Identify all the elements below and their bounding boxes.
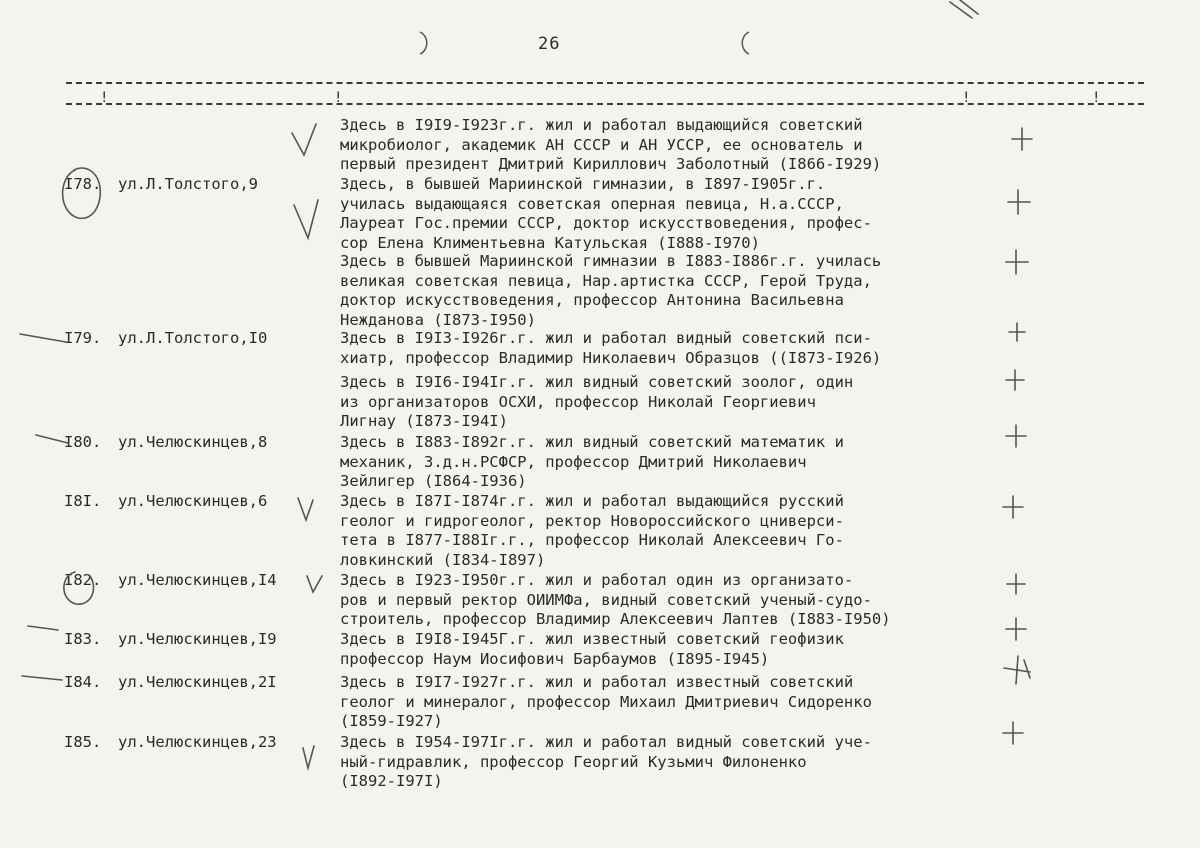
entry-line: тета в I877-I88Iг.г., профессор Николай Алексеевич Го- (340, 531, 844, 549)
punch-hole-right-mark (736, 30, 754, 56)
column-mark: ! (334, 90, 343, 106)
entry-address: ул.Челюскинцев,23 (118, 733, 277, 751)
entry-line: (I859-I927) (340, 712, 443, 730)
entry-number: I83. (64, 630, 102, 648)
entry-line: Лигнау (I873-I94I) (340, 412, 508, 430)
entry-line: ров и первый ректор ОИИМФа, видный советский ученый-судо- (340, 590, 872, 609)
entry-text (340, 252, 960, 330)
punch-hole-left-mark (415, 30, 433, 56)
entry-number: I80. (64, 433, 102, 451)
plus-mark-icon (1006, 618, 1026, 640)
plus-mark-icon (1004, 656, 1030, 684)
entry-text (340, 492, 960, 570)
entry-line: из организаторов ОСХИ, профессор Николай Георгиевич (340, 392, 816, 411)
entry-number: I82. (64, 571, 102, 589)
plus-mark-icon (1012, 128, 1032, 150)
entry-text (340, 175, 960, 253)
entry-line: Здесь в I87I-I874г.г. жил и работал выдающийся русский (340, 492, 844, 510)
column-mark: ! (1092, 90, 1101, 106)
entry-address: ул.Челюскинцев,I4 (118, 571, 277, 589)
entry-line: (I892-I97I) (340, 772, 443, 790)
entry-line: Здесь в I9I9-I923г.г. жил и работал выдающийся советский (340, 116, 863, 134)
entry-number: I85. (64, 733, 102, 751)
entry-line: Здесь в бывшей Мариинской гимназии в I883-I886г.г. училась (340, 252, 882, 270)
entry-line: микробиолог, академик АН СССР и АН УССР, ее основатель и (340, 135, 863, 154)
plus-mark-icon (1006, 425, 1026, 447)
entry-line: профессор Наум Иосифович Барбаумов (I895-I945) (340, 649, 770, 668)
entry-line: Здесь в I9I8-I945Г.г. жил известный советский геофизик (340, 630, 844, 648)
entry-address: ул.Л.Толстого,I0 (118, 329, 268, 347)
entry-line: Здесь, в бывшей Мариинской гимназии, в I897-I905г.г. (340, 175, 826, 193)
entry-text (340, 373, 960, 432)
plus-mark-icon (1003, 722, 1023, 744)
entry-line: строитель, профессор Владимир Алексеевич Лаптев (I883-I950) (340, 610, 891, 628)
check-mark-icon (307, 576, 322, 592)
check-mark-icon (294, 200, 318, 238)
plus-mark-icon (1008, 190, 1030, 214)
entry-text (340, 630, 960, 669)
dashed-rule-top (66, 82, 1144, 84)
entry-line: училась выдающаяся советская оперная певица, Н.а.СССР, (340, 194, 844, 213)
entry-address: ул.Челюскинцев,I9 (118, 630, 277, 648)
check-mark-icon (303, 746, 314, 768)
entry-line: Здесь в I9I7-I927г.г. жил и работал известный советский (340, 673, 854, 691)
entry-number: I78. (64, 175, 102, 193)
plus-mark-icon (1003, 496, 1023, 518)
dash-mark-icon (28, 626, 58, 630)
entry-line: ный-гидравлик, профессор Георгий Кузьмич Филоненко (340, 752, 807, 771)
entry-line: Здесь в I883-I892г.г. жил видный советский математик и (340, 433, 844, 451)
entry-text (340, 329, 960, 368)
entry-line: доктор искусствоведения, профессор Антонина Васильевна (340, 291, 844, 309)
entry-address: ул.Л.Толстого,9 (118, 175, 258, 193)
entry-text (340, 571, 960, 630)
entry-number: I79. (64, 329, 102, 347)
entry-line: механик, З.д.н.РСФСР, профессор Дмитрий Николаевич (340, 452, 807, 471)
entry-line: Зейлигер (I864-I936) (340, 472, 527, 490)
plus-mark-icon (1009, 323, 1025, 341)
entry-number: I8I. (64, 492, 102, 510)
entry-text (340, 433, 960, 492)
plus-mark-icon (1006, 250, 1028, 274)
entry-line: Здесь в I9I6-I94Iг.г. жил видный советский зоолог, один (340, 373, 854, 391)
dashed-rule-bottom (66, 103, 1144, 105)
check-mark-icon (298, 498, 313, 520)
entry-address: ул.Челюскинцев,6 (118, 492, 268, 510)
entry-line: великая советская певица, Нар.артистка СССР, Герой Труда, (340, 271, 872, 290)
entry-text (340, 733, 960, 792)
entry-line: сор Елена Климентьевна Катульская (I888-I970) (340, 233, 760, 252)
entry-address: ул.Челюскинцев,8 (118, 433, 268, 451)
entry-line: первый президент Дмитрий Кириллович Заболотный (I866-I929) (340, 155, 882, 173)
entry-line: Здесь в I9I3-I926г.г. жил и работал видный советский пси- (340, 329, 872, 347)
plus-mark-icon (1007, 574, 1025, 594)
plus-mark-icon (1006, 370, 1024, 390)
check-mark-icon (292, 124, 316, 155)
entry-line: хиатр, профессор Владимир Николаевич Образцов ((I873-I926) (340, 348, 882, 367)
entry-line: Здесь в I954-I97Iг.г. жил и работал видный советский уче- (340, 733, 872, 751)
entry-line: ловкинский (I834-I897) (340, 550, 546, 569)
entry-text (340, 673, 960, 732)
entry-line: геолог и минералог, профессор Михаил Дмитриевич Сидоренко (340, 692, 872, 711)
entry-address: ул.Челюскинцев,2I (118, 673, 277, 691)
entry-line: Здесь в I923-I950г.г. жил и работал один из организато- (340, 571, 854, 589)
corner-scratch-icon (950, 0, 978, 18)
entry-number: I84. (64, 673, 102, 691)
entry-line: Нежданова (I873-I950) (340, 310, 536, 329)
dash-mark-icon (22, 676, 62, 680)
column-mark: ! (962, 90, 971, 106)
entry-line: геолог и гидрогеолог, ректор Новороссийского цниверси- (340, 511, 844, 530)
entry-line: Лауреат Гос.премии СССР, доктор искусствоведения, профес- (340, 214, 872, 232)
entry-text (340, 116, 960, 175)
dash-mark-icon (20, 334, 66, 342)
column-mark: ! (100, 90, 109, 106)
page-number: 26 (538, 34, 561, 54)
